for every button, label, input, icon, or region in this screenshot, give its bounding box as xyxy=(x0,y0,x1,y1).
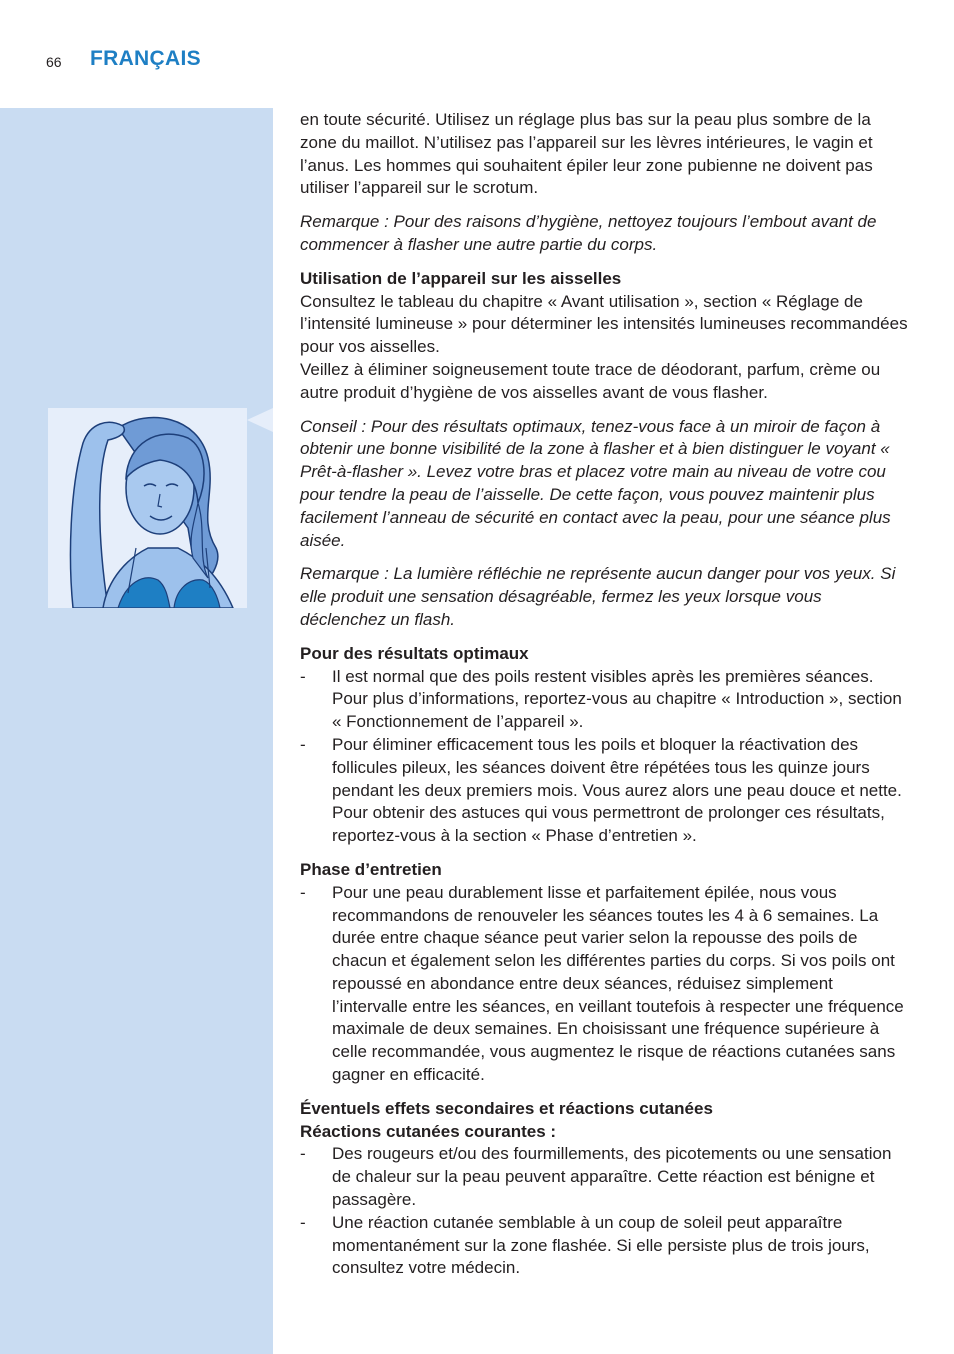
maintenance-list xyxy=(300,882,912,1087)
list-item: - Des rougeurs et/ou des fourmillements, des picotements ou une sensation de chaleur sur la peau peuvent apparaître. Cette réaction est bénigne et passagère. xyxy=(300,1144,892,1210)
list-item: - Pour une peau durablement lisse et parfaitement épilée, nous vous recommandons de renouveler les séances toutes les 4 à 6 semaines. La durée entre chaque séance peut varier selon la repousse des poils de chacun et également selon les différentes parties du corps. Si vos poils ont repoussé en abondance entre deux séances, réduisez simplement l’intervalle entre les séances, en veillant toutefois à respecter une fréquence maximale de deux semaines. En choisissant une fréquence supérieure à celle recommandée, vous augmentez le risque de réactions cutanées sans gagner en efficacité. xyxy=(300,882,904,1085)
sidebar xyxy=(0,108,273,1354)
side-effects-subheading: Réactions cutanées courantes : xyxy=(300,1121,557,1141)
armpits-text-2: Veillez à éliminer soigneusement toute trace de déodorant, parfum, crème ou autre produit d’hygiène de vos aisselles avant de vous flasher. xyxy=(300,359,881,402)
illustration-pointer xyxy=(247,408,273,432)
armpits-heading: Utilisation de l’appareil sur les aisselles xyxy=(300,268,622,288)
light-note: Remarque : La lumière réfléchie ne représente aucun danger pour vos yeux. Si elle produit une sensation désagréable, fermez les yeux lorsque vous déclenchez un flash. xyxy=(300,564,896,629)
intro-paragraph: en toute sécurité. Utilisez un réglage plus bas sur la peau plus sombre de la zone du maillot. N’utilisez pas l’appareil sur les lèvres intérieures, le vagin et l’anus. Les hommes qui souhaitent épiler leur zone pubienne ne doivent pas utiliser l’appareil sur le scrotum. xyxy=(300,110,873,198)
optimal-list xyxy=(300,666,912,848)
list-item: - Une réaction cutanée semblable à un coup de soleil peut apparaître momentanément sur la zone flashée. Si elle persiste plus de trois jours, consultez votre médecin. xyxy=(300,1212,870,1278)
page-header xyxy=(0,0,954,108)
optimal-heading: Pour des résultats optimaux xyxy=(300,643,529,663)
side-effects-list xyxy=(300,1143,912,1280)
maintenance-heading: Phase d’entretien xyxy=(300,859,442,879)
language-title: FRANÇAIS xyxy=(90,47,201,70)
side-effects-heading: Éventuels effets secondaires et réactions cutanées xyxy=(300,1098,713,1118)
armpits-text-1: Consultez le tableau du chapitre « Avant utilisation », section « Réglage de l’intensité lumineuse » pour déterminer les intensités lumineuses recommandées pour vos aisselles. xyxy=(300,291,908,357)
main-content xyxy=(300,109,912,1291)
list-item: - Pour éliminer efficacement tous les poils et bloquer la réactivation des follicules pileux, les séances doivent être répétées tous les quinze jours pendant les deux premiers mois. Vous aurez alors une peau douce et nette. Pour obtenir des astuces qui vous permettront de prolonger ces résultats, reportez-vous à la section « Phase d’entretien ». xyxy=(300,734,902,846)
hygiene-note: Remarque : Pour des raisons d’hygiène, nettoyez toujours l’embout avant de commencer à flasher une autre partie du corps. xyxy=(300,212,877,254)
woman-raising-arm-icon xyxy=(48,408,247,608)
list-item: - Il est normal que des poils restent visibles après les premières séances. Pour plus d’informations, reportez-vous au chapitre « Introduction », section « Fonctionnement de l’appareil ». xyxy=(300,666,902,732)
tip-note: Conseil : Pour des résultats optimaux, tenez-vous face à un miroir de façon à obtenir une bonne visibilité de la zone à flasher et à bien distinguer le voyant « Prêt-à-flasher ». Levez votre bras et placez votre main au niveau de votre cou pour tendre la peau de l’aisselle. De cette façon, vous pouvez maintenir plus facilement l’anneau de sécurité en contact avec la peau, pour une séance plus aisée. xyxy=(300,416,891,550)
page-number: 66 xyxy=(46,54,62,70)
armpits-section xyxy=(300,268,912,405)
